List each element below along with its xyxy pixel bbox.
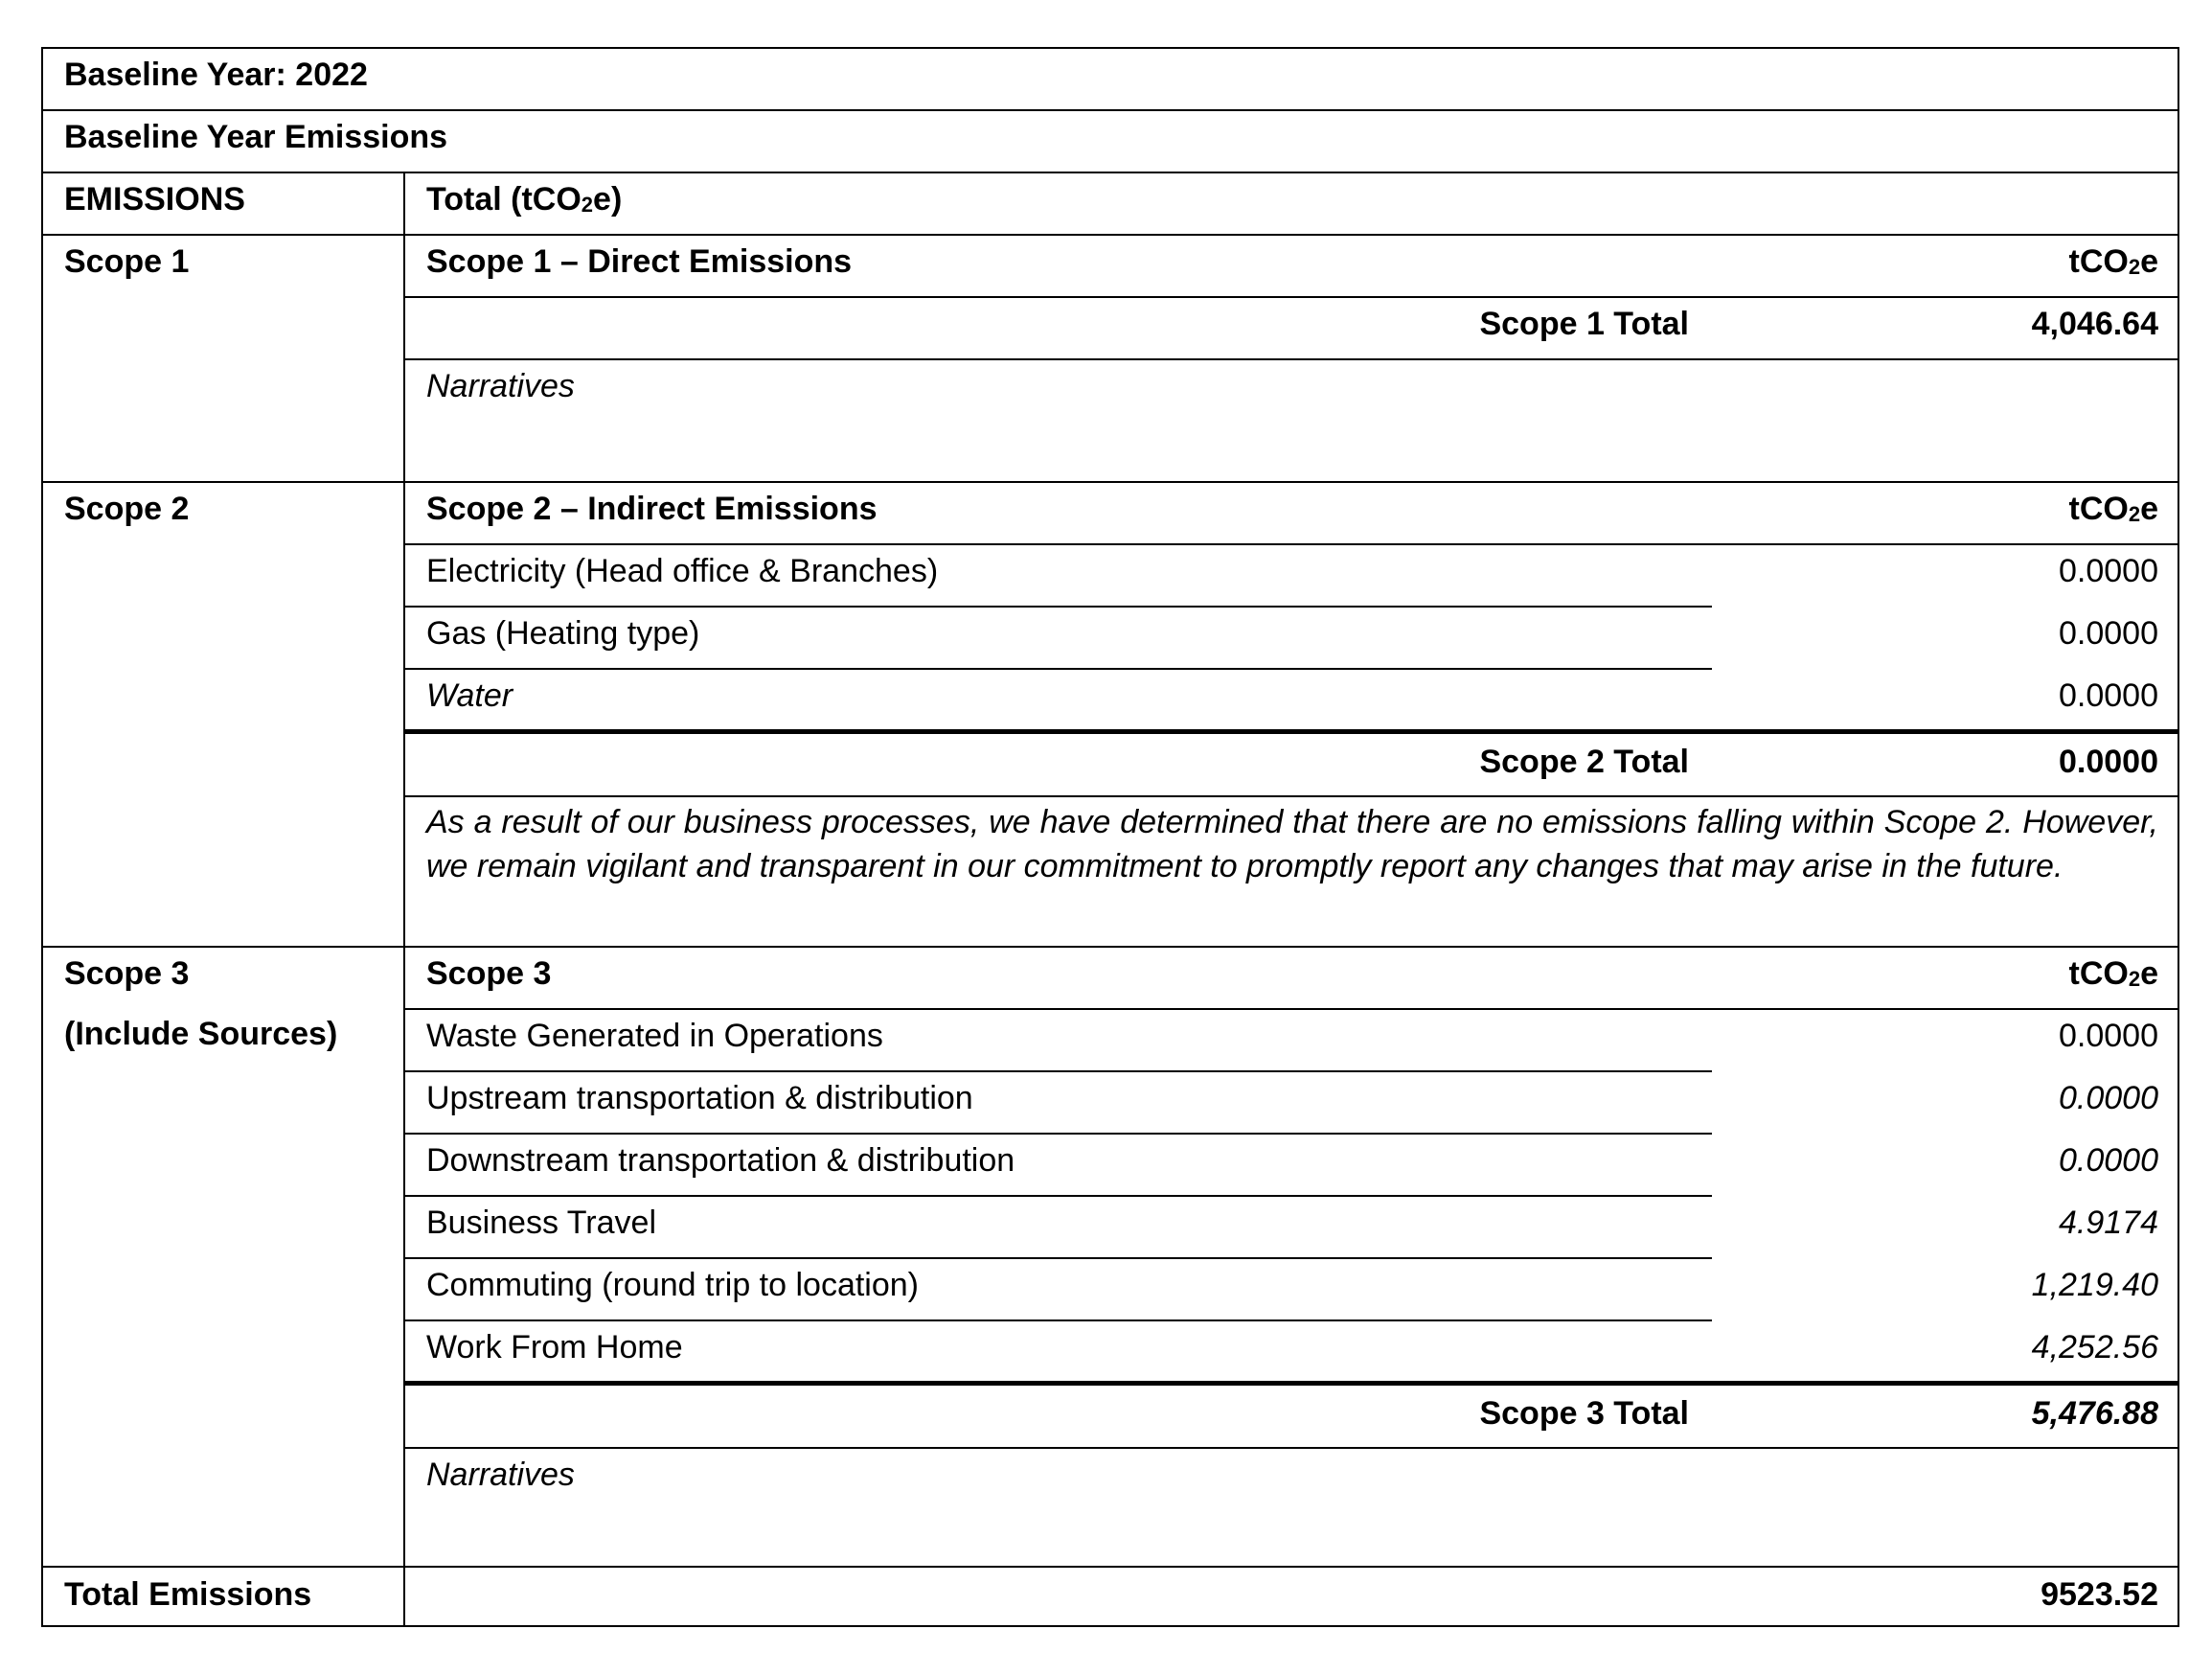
- total-emissions-value: 9523.52: [2041, 1576, 2158, 1613]
- scope3-total-label: Scope 3 Total: [1479, 1395, 1689, 1432]
- scope2-item-name: Water: [426, 677, 513, 714]
- scope1-heading: Scope 1 – Direct Emissions: [426, 243, 853, 280]
- row-divider: [405, 668, 1712, 670]
- scope3-item-name: Upstream transportation & distribution: [426, 1080, 973, 1116]
- scope1-total-label: Scope 1 Total: [1479, 306, 1689, 342]
- scope1-unit: tCO$_2$e: [2068, 243, 2158, 280]
- scope3-item-value: 4.9174: [2059, 1205, 2158, 1241]
- scope2-item-name: Electricity (Head office & Branches): [426, 553, 939, 589]
- scope3-item-name: Downstream transportation & distribution: [426, 1142, 1015, 1179]
- total-emissions-label: Total Emissions: [64, 1576, 312, 1613]
- row-divider: [405, 1195, 1712, 1197]
- scope3-item-name: Commuting (round trip to location): [426, 1267, 920, 1303]
- row-divider: [43, 481, 2178, 483]
- scope3-heading: Scope 3: [426, 955, 552, 992]
- scope3-item-name: Waste Generated in Operations: [426, 1018, 883, 1054]
- scope2-heading: Scope 2 – Indirect Emissions: [426, 491, 878, 527]
- scope3-unit: tCO$_2$e: [2068, 955, 2158, 992]
- scope2-total-label: Scope 2 Total: [1479, 744, 1689, 780]
- column-header-emissions: EMISSIONS: [64, 181, 245, 218]
- scope3-label: Scope 3: [64, 955, 190, 992]
- section-title: Baseline Year Emissions: [64, 119, 448, 155]
- row-divider: [43, 234, 2178, 236]
- scope2-item-value: 0.0000: [2059, 553, 2158, 589]
- scope3-total-value: 5,476.88: [2031, 1395, 2158, 1432]
- row-divider: [405, 1133, 1712, 1135]
- scope2-label: Scope 2: [64, 491, 190, 527]
- scope2-item-name: Gas (Heating type): [426, 615, 700, 652]
- row-divider: [43, 946, 2178, 948]
- scope3-narrative: Narratives: [426, 1457, 575, 1493]
- row-divider: [405, 296, 2178, 298]
- row-divider: [405, 543, 2178, 545]
- scope3-item-name: Business Travel: [426, 1205, 656, 1241]
- row-divider: [43, 1566, 2178, 1568]
- scope2-total-value: 0.0000: [2059, 744, 2158, 780]
- row-divider: [405, 358, 2178, 360]
- row-divider: [405, 1319, 1712, 1321]
- scope3-sublabel: (Include Sources): [64, 1016, 338, 1052]
- row-divider: [405, 1257, 1712, 1259]
- scope3-item-value: 0.0000: [2059, 1080, 2158, 1116]
- scope2-item-value: 0.0000: [2059, 615, 2158, 652]
- row-divider: [43, 109, 2178, 111]
- scope1-total-value: 4,046.64: [2031, 306, 2158, 342]
- scope1-narrative: Narratives: [426, 368, 575, 404]
- scope2-narrative: As a result of our business processes, we have determined that there are no emissions falling within Scope 2. However, we remain vigilant and transparent in our commitment to promptly report any changes that may arise in the future.: [426, 804, 2158, 884]
- column-header-total: Total (tCO$_2$e): [426, 181, 623, 218]
- row-divider: [405, 1070, 1712, 1072]
- row-divider: [405, 606, 1712, 608]
- scope3-item-name: Work From Home: [426, 1329, 683, 1365]
- scope3-item-value: 1,219.40: [2031, 1267, 2158, 1303]
- row-divider-thick: [405, 1381, 2178, 1386]
- scope2-unit: tCO$_2$e: [2068, 491, 2158, 527]
- column-divider: [403, 172, 405, 1625]
- scope1-label: Scope 1: [64, 243, 190, 280]
- scope3-item-value: 0.0000: [2059, 1142, 2158, 1179]
- row-divider: [405, 1008, 2178, 1010]
- row-divider: [405, 795, 2178, 797]
- scope2-item-value: 0.0000: [2059, 677, 2158, 714]
- row-divider: [405, 1447, 2178, 1449]
- emissions-table: [41, 47, 2179, 1627]
- baseline-year-label: Baseline Year: 2022: [64, 57, 368, 93]
- row-divider-thick: [405, 729, 2178, 734]
- scope3-item-value: 4,252.56: [2031, 1329, 2158, 1365]
- row-divider: [43, 172, 2178, 173]
- scope3-item-value: 0.0000: [2059, 1018, 2158, 1054]
